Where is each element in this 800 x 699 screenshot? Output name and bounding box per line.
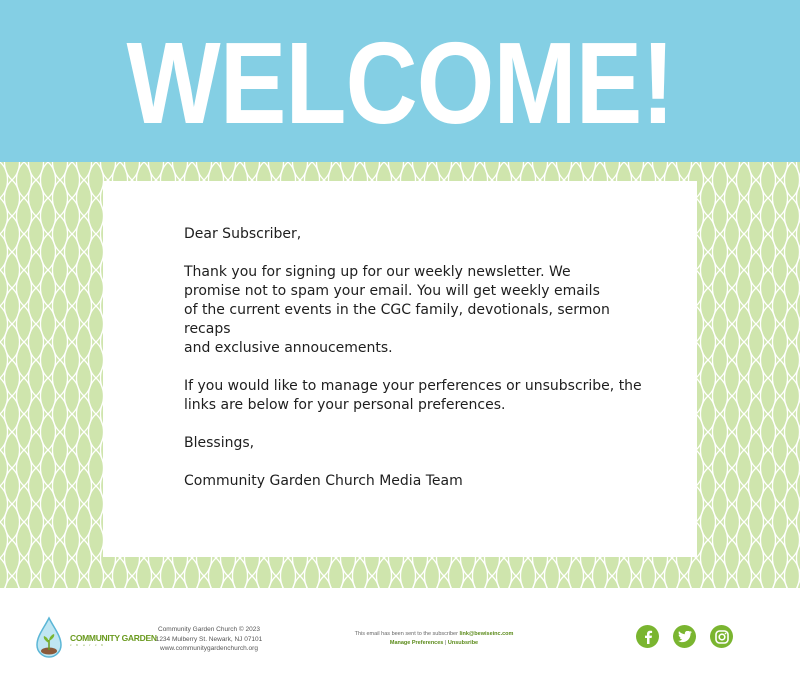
paragraph1-line: and exclusive annoucements. — [184, 340, 393, 356]
paragraph2-line: links are below for your personal preferences. — [184, 397, 506, 413]
letter-body — [184, 225, 654, 491]
facebook-icon — [642, 630, 654, 644]
paragraph1-line: promise not to spam your email. You will get weekly emails — [184, 283, 600, 299]
instagram-button[interactable] — [710, 625, 733, 648]
unsubscribe-link[interactable]: Unsubsribe — [447, 640, 479, 646]
manage-preferences-link[interactable]: Manage Preferences — [389, 640, 444, 646]
subscription-notice — [320, 630, 548, 648]
letter-signature: Community Garden Church Media Team — [184, 473, 463, 489]
paragraph1-line: Thank you for signing up for our weekly newsletter. We — [184, 264, 571, 280]
church-logo[interactable] — [34, 616, 157, 660]
address-line: 1234 Mulberry St. Newark, NJ 07101 — [155, 635, 263, 643]
letter-closing: Blessings, — [184, 435, 255, 451]
church-address — [150, 625, 268, 654]
twitter-icon — [678, 631, 692, 643]
twitter-button[interactable] — [673, 625, 696, 648]
paragraph1-line: of the current events in the CGC family, devotionals, sermon recaps — [184, 302, 610, 337]
instagram-icon — [715, 630, 729, 644]
address-line: Community Garden Church © 2023 — [158, 626, 260, 633]
logo-name: COMMUNITY GARDEN — [70, 633, 157, 643]
letter-greeting: Dear Subscriber, — [184, 226, 302, 242]
welcome-title: WELCOME! — [126, 18, 674, 148]
link-separator: | — [444, 640, 447, 646]
logo-tagline: church — [70, 643, 108, 647]
subscriber-email-link[interactable]: link@bewiseinc.com — [459, 631, 514, 637]
welcome-banner — [0, 0, 800, 162]
letter-card — [103, 181, 697, 557]
footer — [0, 588, 800, 699]
facebook-button[interactable] — [636, 625, 659, 648]
notice-text: This email has been sent to the subscriber — [354, 631, 458, 637]
water-drop-sprout-icon — [34, 616, 64, 660]
website-link[interactable]: www.communitygardenchurch.org — [160, 645, 258, 652]
paragraph2-line: If you would like to manage your perferences or unsubscribe, the — [184, 378, 642, 394]
